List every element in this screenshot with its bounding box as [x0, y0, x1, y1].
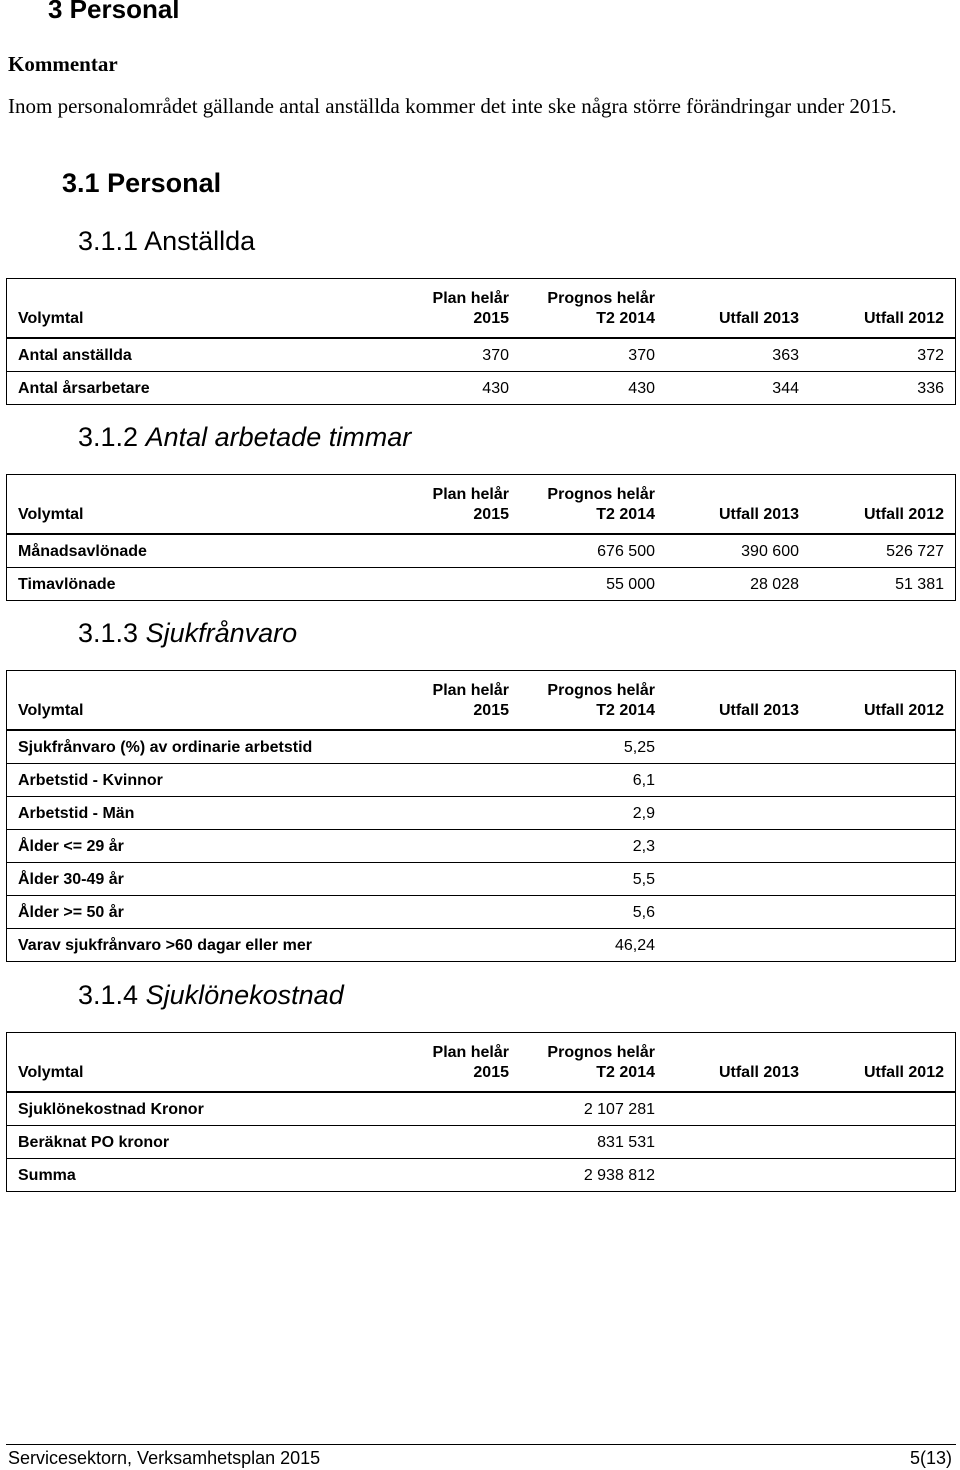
cell-prognos: 46,24 — [614, 937, 655, 954]
row-label: Ålder 30-49 år — [18, 871, 124, 888]
header-plan-line2: 2015 — [473, 1064, 509, 1081]
cell-u2013: 28 028 — [750, 576, 799, 593]
table-row — [7, 535, 955, 568]
row-label: Arbetstid - Kvinnor — [18, 772, 163, 789]
cell-plan: 430 — [482, 380, 509, 397]
table-row — [7, 339, 955, 372]
data-table — [6, 670, 956, 962]
header-prognos-line1: Prognos helår — [547, 682, 655, 699]
cell-u2013: 363 — [772, 347, 799, 364]
cell-prognos: 831 531 — [597, 1134, 655, 1151]
row-label: Ålder >= 50 år — [18, 904, 124, 921]
section-number: 3.1 — [62, 168, 100, 198]
kommentar-title: Kommentar — [8, 52, 118, 76]
subsection-number: 3.1.3 — [78, 618, 139, 648]
header-plan — [433, 1043, 509, 1083]
cell-prognos: 370 — [628, 347, 655, 364]
row-label: Arbetstid - Män — [18, 805, 135, 822]
subsection-title: Antal arbetade timmar — [145, 422, 412, 452]
data-table — [6, 278, 956, 405]
cell-u2013: 390 600 — [741, 543, 799, 560]
header-plan-line1: Plan helår — [432, 486, 509, 503]
table-row — [7, 372, 955, 404]
row-label: Antal anställda — [18, 347, 132, 364]
cell-u2012: 526 727 — [886, 543, 944, 560]
subsection-heading — [78, 422, 411, 453]
cell-prognos: 55 000 — [606, 576, 655, 593]
table-header — [7, 1033, 955, 1093]
header-prognos — [547, 1043, 655, 1083]
subsection-title: Sjuklönekostnad — [145, 980, 344, 1010]
header-utfall-2013: Utfall 2013 — [718, 702, 799, 719]
table-row — [7, 830, 955, 863]
header-utfall-2012: Utfall 2012 — [863, 702, 944, 719]
table-row — [7, 1126, 955, 1159]
header-volymtal: Volymtal — [18, 310, 84, 327]
table-row — [7, 1093, 955, 1126]
cell-prognos: 5,6 — [632, 904, 655, 921]
cell-prognos: 2,9 — [632, 805, 655, 822]
row-label: Beräknat PO kronor — [18, 1134, 170, 1151]
header-plan-line1: Plan helår — [432, 682, 509, 699]
subsection-title: Sjukfrånvaro — [145, 618, 298, 648]
cell-u2012: 51 381 — [895, 576, 944, 593]
header-prognos-line2: T2 2014 — [596, 506, 655, 523]
table-row — [7, 764, 955, 797]
header-volymtal: Volymtal — [18, 506, 84, 523]
subsection-number: 3.1.2 — [78, 422, 139, 452]
header-plan-line1: Plan helår — [432, 1044, 509, 1061]
header-plan-line2: 2015 — [473, 506, 509, 523]
cell-u2012: 336 — [917, 380, 944, 397]
header-utfall-2013: Utfall 2013 — [718, 1064, 799, 1081]
header-prognos-line2: T2 2014 — [596, 310, 655, 327]
cell-prognos: 2 107 281 — [583, 1101, 655, 1118]
data-table — [6, 474, 956, 601]
footer-page-number: 5(13) — [909, 1448, 952, 1468]
header-prognos-line1: Prognos helår — [547, 290, 655, 307]
header-prognos — [547, 681, 655, 721]
cell-prognos: 6,1 — [632, 772, 655, 789]
row-label: Sjukfrånvaro (%) av ordinarie arbetstid — [18, 739, 313, 756]
header-plan — [433, 681, 509, 721]
header-utfall-2012: Utfall 2012 — [863, 1064, 944, 1081]
header-plan-line2: 2015 — [473, 702, 509, 719]
header-utfall-2012: Utfall 2012 — [863, 310, 944, 327]
subsection-heading — [78, 980, 344, 1011]
header-plan-line1: Plan helår — [432, 290, 509, 307]
table-header — [7, 671, 955, 731]
header-prognos — [547, 289, 655, 329]
cell-prognos: 2 938 812 — [583, 1167, 655, 1184]
section-heading — [62, 168, 221, 199]
table-header — [7, 475, 955, 535]
page-heading: 3 Personal — [48, 0, 180, 24]
row-label: Varav sjukfrånvaro >60 dagar eller mer — [18, 937, 312, 954]
header-prognos-line1: Prognos helår — [547, 1044, 655, 1061]
subsection-heading — [78, 226, 255, 257]
header-volymtal: Volymtal — [18, 702, 84, 719]
footer-document-title: Servicesektorn, Verksamhetsplan 2015 — [8, 1448, 321, 1468]
row-label: Antal årsarbetare — [18, 380, 150, 397]
kommentar-text: Inom personalområdet gällande antal anställda kommer det inte ske några större förändringar under 2015. — [8, 94, 897, 118]
table-row — [7, 929, 955, 961]
subsection-number: 3.1.1 — [78, 226, 139, 256]
cell-prognos: 5,25 — [623, 739, 655, 756]
cell-u2012: 372 — [917, 347, 944, 364]
subsection-heading — [78, 618, 297, 649]
header-utfall-2013: Utfall 2013 — [718, 506, 799, 523]
header-prognos — [547, 485, 655, 525]
cell-prognos: 676 500 — [597, 543, 655, 560]
cell-prognos: 5,5 — [632, 871, 655, 888]
header-plan — [433, 289, 509, 329]
row-label: Sjuklönekostnad Kronor — [18, 1101, 204, 1118]
header-volymtal: Volymtal — [18, 1064, 84, 1081]
table-row — [7, 1159, 955, 1191]
cell-prognos: 430 — [628, 380, 655, 397]
cell-u2013: 344 — [772, 380, 799, 397]
header-prognos-line2: T2 2014 — [596, 702, 655, 719]
header-plan — [433, 485, 509, 525]
header-prognos-line1: Prognos helår — [547, 486, 655, 503]
row-label: Summa — [18, 1167, 76, 1184]
table-row — [7, 568, 955, 600]
header-plan-line2: 2015 — [473, 310, 509, 327]
table-row — [7, 797, 955, 830]
subsection-title: Anställda — [144, 226, 256, 256]
row-label: Timavlönade — [18, 576, 116, 593]
table-header — [7, 279, 955, 339]
section-title: Personal — [107, 168, 222, 198]
table-row — [7, 863, 955, 896]
header-prognos-line2: T2 2014 — [596, 1064, 655, 1081]
header-utfall-2012: Utfall 2012 — [863, 506, 944, 523]
footer-divider — [6, 1444, 956, 1445]
table-row — [7, 731, 955, 764]
subsection-number: 3.1.4 — [78, 980, 139, 1010]
table-row — [7, 896, 955, 929]
row-label: Ålder <= 29 år — [18, 838, 124, 855]
cell-plan: 370 — [482, 347, 509, 364]
row-label: Månadsavlönade — [18, 543, 147, 560]
header-utfall-2013: Utfall 2013 — [718, 310, 799, 327]
cell-prognos: 2,3 — [632, 838, 655, 855]
data-table — [6, 1032, 956, 1192]
